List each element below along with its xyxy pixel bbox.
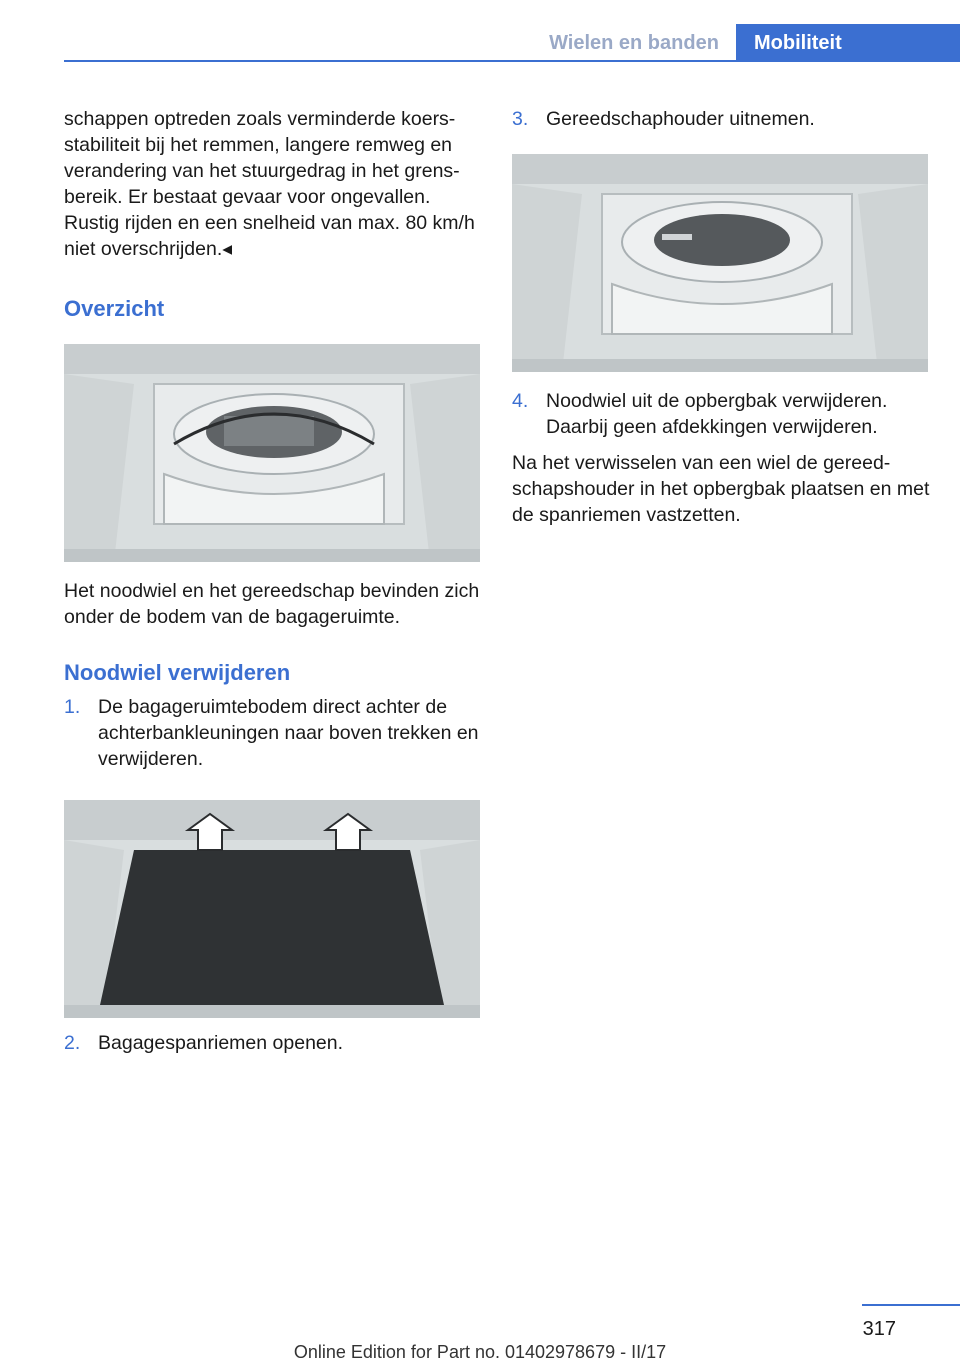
step-2-text: Bagagespanriemen openen. — [98, 1032, 344, 1054]
edition-note: Online Edition for Part no. 01402978679 - II/17 — [293, 1342, 667, 1362]
section-tab: Wielen en banden — [549, 32, 719, 54]
intro-paragraph: schappen optreden zoals verminderde koers-stabiliteit bij het remmen, langere remweg en verandering van het stuurgedrag in het grens-bereik. Er bestaat gevaar voor ongevallen. Rustig rijden en een snelheid van max. 80 km/h niet overschrijden.◂ — [64, 108, 475, 260]
step-1-text: De bagageruimtebodem direct achter de achterbankleuningen naar boven trekken en verwijderen. — [98, 696, 479, 770]
step-2-number: 2. — [64, 1032, 81, 1054]
footer-rule — [862, 1304, 960, 1306]
figure-trunk-spare-wheel — [64, 344, 480, 562]
overview-paragraph: Het noodwiel en het gereedschap bevinden zich onder de bodem van de bagageruimte. — [64, 580, 480, 628]
closing-paragraph: Na het verwisselen van een wiel de gereed-schapshouder in het opbergbak plaatsen en met de spanriemen vastzetten. — [512, 452, 930, 526]
header-rule — [64, 60, 960, 62]
step-4 — [512, 388, 930, 440]
chapter-tab: Mobiliteit — [736, 24, 960, 62]
step-2 — [64, 1030, 482, 1056]
step-1 — [64, 694, 482, 772]
figure-trunk-floor — [64, 800, 480, 1018]
heading-remove-spare-wheel: Noodwiel verwijderen — [64, 660, 291, 685]
step-4-text: Noodwiel uit de opbergbak verwijderen. Daarbij geen afdekkingen verwijderen. — [546, 390, 888, 438]
step-3-text: Gereedschaphouder uitnemen. — [546, 108, 815, 130]
page-header — [0, 0, 960, 62]
step-1-number: 1. — [64, 696, 81, 718]
page-number: 317 — [862, 1318, 896, 1340]
step-3 — [512, 106, 930, 132]
step-4-number: 4. — [512, 390, 529, 412]
step-3-number: 3. — [512, 108, 529, 130]
right-column — [512, 100, 930, 528]
heading-overview: Overzicht — [64, 296, 165, 321]
figure-tool-holder — [512, 154, 928, 372]
left-column — [64, 100, 482, 1056]
